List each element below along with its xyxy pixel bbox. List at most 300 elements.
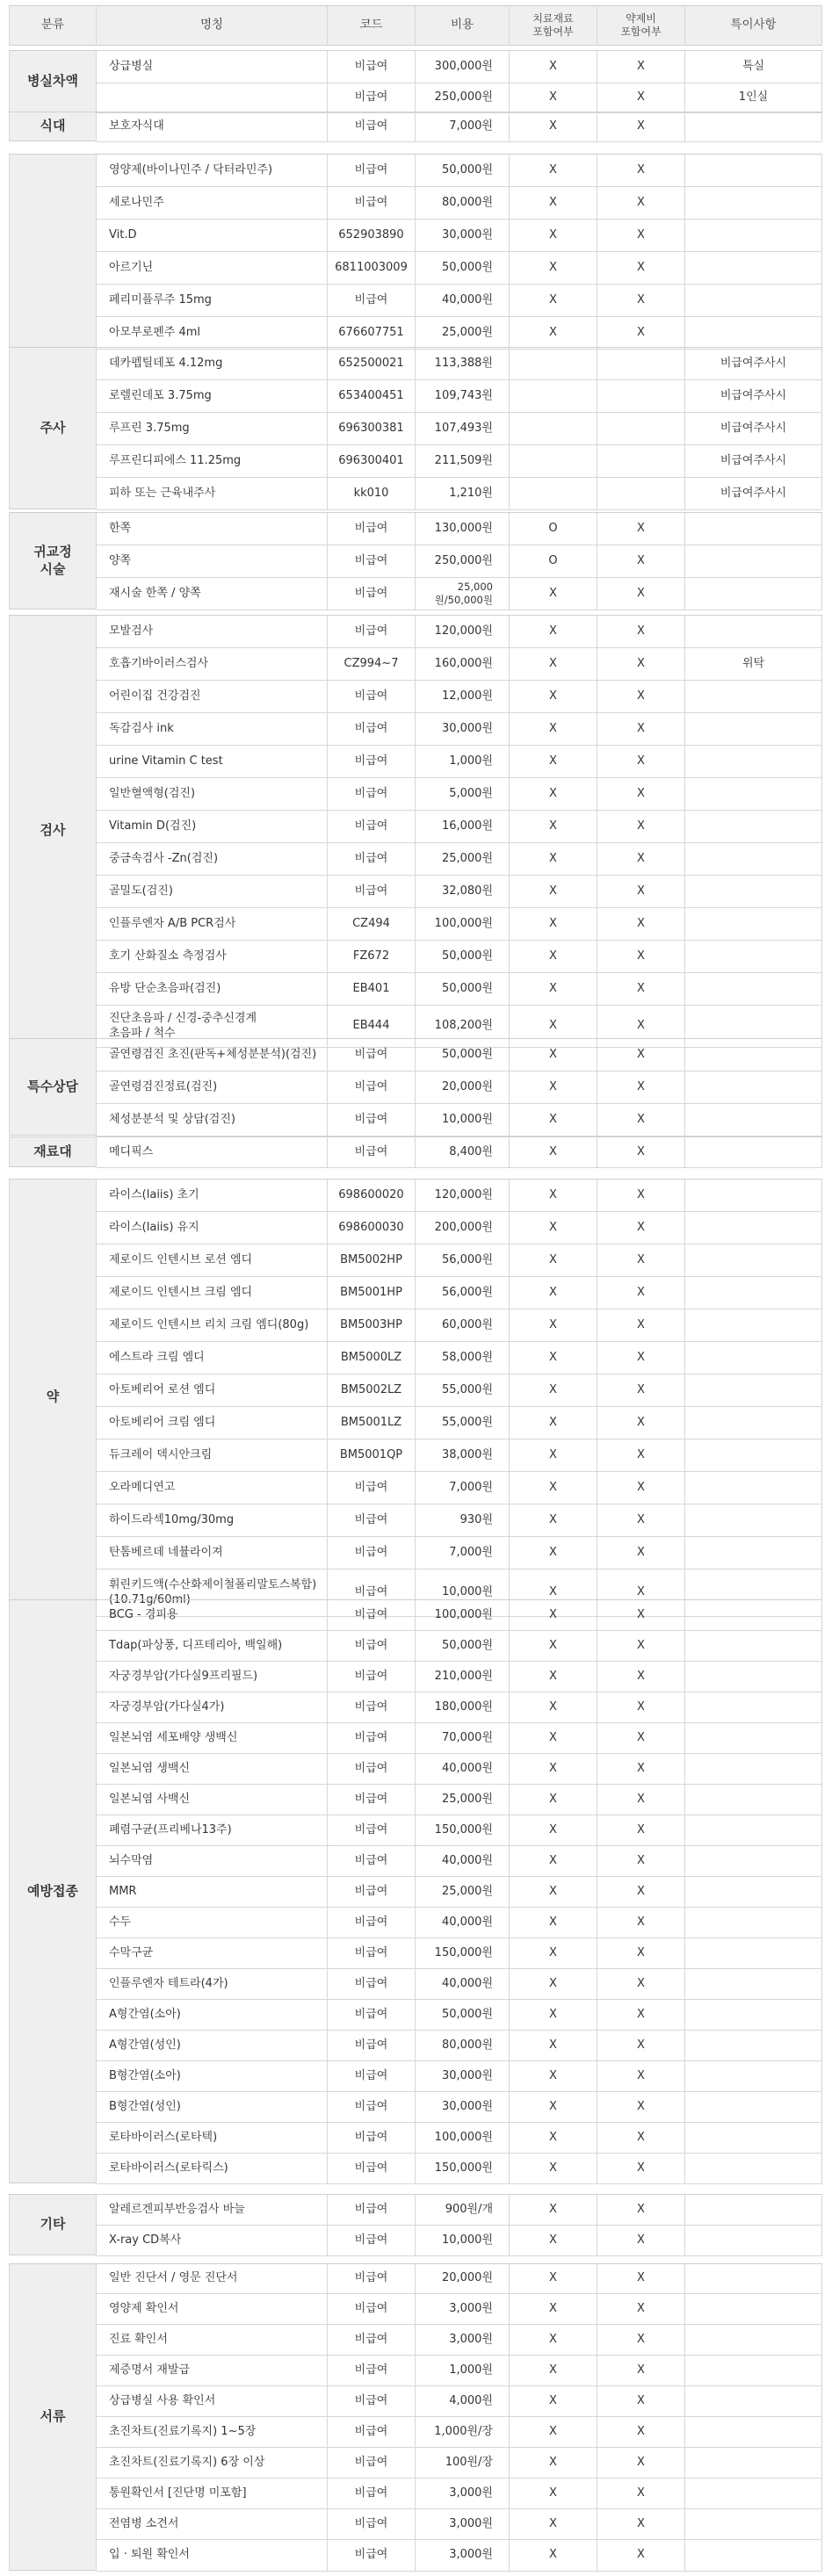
- cell-drug: X: [597, 1908, 685, 1938]
- cell-name: 오라메디연고: [97, 1472, 328, 1504]
- cell-name: MMR: [97, 1877, 328, 1908]
- table-row: [9, 2000, 822, 2031]
- cell-code: CZ994~7: [328, 648, 416, 681]
- cell-drug: X: [597, 1537, 685, 1569]
- table-row: [9, 1969, 822, 2000]
- cell-cost: 1,000원: [416, 746, 510, 778]
- cell-cost: 40,000원: [416, 1846, 510, 1877]
- cell-note: [685, 2092, 822, 2123]
- cell-drug: X: [597, 1785, 685, 1815]
- cell-drug: X: [597, 1342, 685, 1375]
- cell-name: Tdap(파상풍, 디프테리아, 백일해): [97, 1631, 328, 1662]
- section-category: 식대: [9, 112, 97, 141]
- cell-code: BM5002LZ: [328, 1375, 416, 1407]
- cell-material: X: [510, 220, 597, 252]
- cell-name: 일본뇌염 생백신: [97, 1754, 328, 1785]
- cell-note: [685, 1212, 822, 1245]
- table-row: [9, 2540, 822, 2572]
- cell-code: 비급여: [328, 2031, 416, 2061]
- cell-cost: 80,000원: [416, 2031, 510, 2061]
- cell-code: 비급여: [328, 1815, 416, 1846]
- table-row: [9, 1600, 822, 1631]
- cell-name: 재시술 한쪽 / 양쪽: [97, 578, 328, 610]
- table-row: [9, 285, 822, 317]
- cell-code: 비급여: [328, 545, 416, 578]
- cell-name: 골연령검진 초진(판독+체성분분석)(검진): [97, 1039, 328, 1072]
- cell-material: [510, 380, 597, 413]
- cell-material: X: [510, 1600, 597, 1631]
- cell-note: [685, 545, 822, 578]
- cell-drug: X: [597, 2540, 685, 2572]
- cell-cost: 8,400원: [416, 1137, 510, 1168]
- cell-code: 비급여: [328, 2479, 416, 2509]
- cell-code: 비급여: [328, 2356, 416, 2386]
- cell-material: X: [510, 1504, 597, 1537]
- table-section: [9, 1179, 822, 1616]
- cell-material: [510, 413, 597, 445]
- cell-code: 비급여: [328, 1969, 416, 2000]
- cell-note: [685, 1407, 822, 1440]
- cell-name: 수막구균: [97, 1938, 328, 1969]
- cell-cost: 160,000원: [416, 648, 510, 681]
- table-header: [9, 5, 822, 46]
- cell-cost: 56,000원: [416, 1277, 510, 1310]
- table-row: [9, 1039, 822, 1072]
- cell-note: [685, 1137, 822, 1168]
- cell-cost: 100,000원: [416, 1600, 510, 1631]
- cell-code: FZ672: [328, 941, 416, 973]
- cell-cost: 4,000원: [416, 2386, 510, 2417]
- cell-material: X: [510, 811, 597, 843]
- cell-cost: 180,000원: [416, 1692, 510, 1723]
- cell-cost: 50,000원: [416, 155, 510, 187]
- cell-note: 비급여주사시: [685, 348, 822, 380]
- cell-name: 독감검사 ink: [97, 713, 328, 746]
- cell-material: X: [510, 2540, 597, 2572]
- cell-drug: X: [597, 681, 685, 713]
- cell-drug: X: [597, 1723, 685, 1754]
- cell-name: 양쪽: [97, 545, 328, 578]
- table-row: [9, 973, 822, 1006]
- header-drug: 약제비 포함여부: [597, 5, 685, 46]
- cell-note: [685, 1877, 822, 1908]
- table-section: [9, 1599, 822, 2183]
- cell-material: X: [510, 941, 597, 973]
- cell-code: 비급여: [328, 2448, 416, 2479]
- cell-name: 영양제(바이나민주 / 닥터라민주): [97, 155, 328, 187]
- cell-note: [685, 713, 822, 746]
- cell-code: 698600020: [328, 1180, 416, 1212]
- cell-note: [685, 220, 822, 252]
- cell-cost: 130,000원: [416, 513, 510, 545]
- cell-drug: X: [597, 317, 685, 350]
- cell-code: 비급여: [328, 1631, 416, 1662]
- cell-name: 골밀도(검진): [97, 876, 328, 908]
- cell-drug: X: [597, 1180, 685, 1212]
- cell-drug: X: [597, 908, 685, 941]
- section-category: 귀교정 시술: [9, 513, 97, 610]
- cell-material: X: [510, 1137, 597, 1168]
- table-row: [9, 578, 822, 610]
- cell-name: 입 · 퇴원 확인서: [97, 2540, 328, 2572]
- cell-material: X: [510, 83, 597, 113]
- cell-drug: X: [597, 252, 685, 285]
- table-row: [9, 2154, 822, 2184]
- table-row: [9, 478, 822, 510]
- cell-note: [685, 1180, 822, 1212]
- cell-drug: X: [597, 843, 685, 876]
- table-row: [9, 1754, 822, 1785]
- cell-material: X: [510, 2264, 597, 2294]
- cell-note: [685, 2195, 822, 2226]
- cell-code: EB444: [328, 1006, 416, 1048]
- cell-material: X: [510, 876, 597, 908]
- cell-material: X: [510, 973, 597, 1006]
- cell-drug: X: [597, 1504, 685, 1537]
- section-category: 병실차액: [9, 51, 97, 112]
- cell-material: X: [510, 1104, 597, 1136]
- cell-code: 비급여: [328, 811, 416, 843]
- cell-drug: [597, 380, 685, 413]
- cell-code: 비급여: [328, 1785, 416, 1815]
- cell-code: 비급여: [328, 1723, 416, 1754]
- cell-note: [685, 1342, 822, 1375]
- cell-note: [685, 1754, 822, 1785]
- table-row: [9, 1137, 822, 1168]
- cell-note: 비급여주사시: [685, 380, 822, 413]
- cell-code: kk010: [328, 478, 416, 510]
- cell-cost: 25,000원: [416, 1877, 510, 1908]
- cell-name: 로렐린데포 3.75mg: [97, 380, 328, 413]
- cell-drug: X: [597, 1472, 685, 1504]
- cell-cost: 38,000원: [416, 1440, 510, 1472]
- cell-drug: X: [597, 2356, 685, 2386]
- cell-drug: X: [597, 1137, 685, 1168]
- cell-name: 피하 또는 근육내주사: [97, 478, 328, 510]
- cell-code: 비급여: [328, 876, 416, 908]
- cell-material: X: [510, 1815, 597, 1846]
- cell-drug: X: [597, 1006, 685, 1048]
- cell-note: [685, 317, 822, 350]
- cell-cost: 25,000원/50,000원: [416, 578, 510, 610]
- cell-material: X: [510, 2417, 597, 2448]
- table-section: [9, 154, 822, 349]
- cell-drug: X: [597, 2123, 685, 2154]
- section-category: 주사: [9, 348, 97, 509]
- cell-cost: 55,000원: [416, 1407, 510, 1440]
- cell-drug: [597, 478, 685, 510]
- table-row: [9, 616, 822, 648]
- cell-name: B형간염(성인): [97, 2092, 328, 2123]
- cell-name: 폐렴구균(프리베나13주): [97, 1815, 328, 1846]
- cell-code: 비급여: [328, 187, 416, 220]
- cell-name: 에스트라 크림 엠디: [97, 1342, 328, 1375]
- cell-drug: X: [597, 1440, 685, 1472]
- header-name: 명칭: [97, 5, 328, 46]
- cell-code: 비급여: [328, 1908, 416, 1938]
- table-row: [9, 2031, 822, 2061]
- cell-name: 인플루엔자 테트라(4가): [97, 1969, 328, 2000]
- cell-name: 통원확인서 [진단명 미포함]: [97, 2479, 328, 2509]
- cell-drug: X: [597, 2264, 685, 2294]
- cell-name: B형간염(소아): [97, 2061, 328, 2092]
- table-row: [9, 252, 822, 285]
- cell-name: 탄톰베르데 네뷸라이져: [97, 1537, 328, 1569]
- cell-cost: 100,000원: [416, 908, 510, 941]
- section-category: 재료대: [9, 1137, 97, 1167]
- cell-material: X: [510, 908, 597, 941]
- cell-code: BM5001QP: [328, 1440, 416, 1472]
- cell-note: [685, 746, 822, 778]
- cell-code: 비급여: [328, 2195, 416, 2226]
- cell-drug: X: [597, 1631, 685, 1662]
- table-row: [9, 1245, 822, 1277]
- cell-cost: 55,000원: [416, 1375, 510, 1407]
- cell-material: X: [510, 1310, 597, 1342]
- table-row: [9, 1723, 822, 1754]
- cell-material: X: [510, 1440, 597, 1472]
- table-row: [9, 112, 822, 142]
- cell-drug: X: [597, 187, 685, 220]
- cell-material: X: [510, 2294, 597, 2325]
- cell-cost: 10,000원: [416, 1104, 510, 1136]
- table-row: [9, 1277, 822, 1310]
- cell-name: 진단초음파 / 신경-중추신경계 초음파 / 척수: [97, 1006, 328, 1048]
- cell-note: [685, 941, 822, 973]
- cell-code: BM5003HP: [328, 1310, 416, 1342]
- cell-code: 비급여: [328, 2540, 416, 2572]
- table-row: [9, 713, 822, 746]
- cell-name: 페리미플루주 15mg: [97, 285, 328, 317]
- cell-drug: [597, 413, 685, 445]
- cell-code: 비급여: [328, 1846, 416, 1877]
- cell-drug: [597, 348, 685, 380]
- cell-cost: 7,000원: [416, 1472, 510, 1504]
- cell-drug: X: [597, 1310, 685, 1342]
- cell-code: BM5001HP: [328, 1277, 416, 1310]
- table-row: [9, 1537, 822, 1569]
- cell-cost: 5,000원: [416, 778, 510, 811]
- cell-note: [685, 1908, 822, 1938]
- cell-note: [685, 1440, 822, 1472]
- cell-drug: X: [597, 941, 685, 973]
- table-row: [9, 1375, 822, 1407]
- cell-note: 특실: [685, 51, 822, 83]
- table-row: [9, 1212, 822, 1245]
- header-note: 특이사항: [685, 5, 822, 46]
- cell-note: [685, 112, 822, 142]
- cell-material: X: [510, 1245, 597, 1277]
- cell-code: 비급여: [328, 1569, 416, 1617]
- table-section: [9, 615, 822, 1047]
- cell-code: 비급여: [328, 616, 416, 648]
- cell-name: 일본뇌염 사백신: [97, 1785, 328, 1815]
- cell-note: [685, 2031, 822, 2061]
- cell-note: [685, 2509, 822, 2540]
- table-row: [9, 2479, 822, 2509]
- cell-name: 영양제 확인서: [97, 2294, 328, 2325]
- cell-code: 비급여: [328, 2386, 416, 2417]
- cell-name: 세로나민주: [97, 187, 328, 220]
- cell-name: 호흡기바이러스검사: [97, 648, 328, 681]
- cell-drug: X: [597, 220, 685, 252]
- table-row: [9, 1104, 822, 1136]
- cell-code: 비급여: [328, 1504, 416, 1537]
- cell-drug: X: [597, 973, 685, 1006]
- cell-material: X: [510, 2092, 597, 2123]
- table-row: [9, 545, 822, 578]
- cell-material: X: [510, 1342, 597, 1375]
- cell-code: 비급여: [328, 1039, 416, 1072]
- cell-material: O: [510, 545, 597, 578]
- section-category: 검사: [9, 616, 97, 1047]
- table-row: [9, 2294, 822, 2325]
- cell-material: X: [510, 1375, 597, 1407]
- cell-material: X: [510, 1407, 597, 1440]
- cell-drug: X: [597, 1039, 685, 1072]
- cell-material: X: [510, 1662, 597, 1692]
- cell-name: 자궁경부암(가다실9프리필드): [97, 1662, 328, 1692]
- cell-name: 듀크레이 덱시안크림: [97, 1440, 328, 1472]
- cell-name: 모발검사: [97, 616, 328, 648]
- cell-name: 휘린키드액(수산화제이철폴리말토스복합) (10.71g/60ml): [97, 1569, 328, 1617]
- cell-material: X: [510, 616, 597, 648]
- cell-note: [685, 1277, 822, 1310]
- cell-name: 제로이드 인텐시브 리치 크림 엠디(80g): [97, 1310, 328, 1342]
- cell-cost: 40,000원: [416, 1908, 510, 1938]
- cell-name: 체성분분석 및 상담(검진): [97, 1104, 328, 1136]
- cell-name: 라이스(laiis) 초기: [97, 1180, 328, 1212]
- table-row: [9, 1877, 822, 1908]
- table-row: [9, 778, 822, 811]
- table-row: [9, 155, 822, 187]
- cell-code: 비급여: [328, 51, 416, 83]
- cell-name: Vit.D: [97, 220, 328, 252]
- header-category: 분류: [9, 5, 97, 46]
- cell-cost: 25,000원: [416, 317, 510, 350]
- cell-material: X: [510, 1938, 597, 1969]
- table-row: [9, 83, 822, 113]
- cell-drug: X: [597, 1969, 685, 2000]
- header-cost: 비용: [416, 5, 510, 46]
- cell-cost: 250,000원: [416, 83, 510, 113]
- cell-name: 아토베리어 로션 엠디: [97, 1375, 328, 1407]
- cell-material: X: [510, 252, 597, 285]
- table-section: [9, 1136, 822, 1167]
- cell-drug: X: [597, 2509, 685, 2540]
- cell-drug: X: [597, 1212, 685, 1245]
- cell-material: X: [510, 2325, 597, 2356]
- table-row: [9, 1407, 822, 1440]
- cell-cost: 25,000원: [416, 843, 510, 876]
- cell-drug: X: [597, 1754, 685, 1785]
- cell-name: 로타바이러스(로타릭스): [97, 2154, 328, 2184]
- cell-drug: X: [597, 2031, 685, 2061]
- cell-name: 한쪽: [97, 513, 328, 545]
- cell-note: [685, 1692, 822, 1723]
- cell-name: 아토베리어 크림 엠디: [97, 1407, 328, 1440]
- cell-material: X: [510, 2226, 597, 2256]
- cell-drug: X: [597, 112, 685, 142]
- cell-cost: 7,000원: [416, 1537, 510, 1569]
- cell-drug: X: [597, 1104, 685, 1136]
- cell-drug: X: [597, 876, 685, 908]
- cell-material: X: [510, 2154, 597, 2184]
- cell-material: X: [510, 112, 597, 142]
- table-section: [9, 2194, 822, 2255]
- table-row: [9, 1785, 822, 1815]
- cell-material: X: [510, 1846, 597, 1877]
- cell-cost: 300,000원: [416, 51, 510, 83]
- table-row: [9, 1342, 822, 1375]
- cell-code: 비급여: [328, 112, 416, 142]
- table-row: [9, 2386, 822, 2417]
- cell-note: [685, 2356, 822, 2386]
- cell-name: 초진차트(진료기록지) 6장 이상: [97, 2448, 328, 2479]
- cell-drug: X: [597, 545, 685, 578]
- cell-note: [685, 2417, 822, 2448]
- cell-note: [685, 1504, 822, 1537]
- cell-drug: X: [597, 746, 685, 778]
- cell-drug: X: [597, 83, 685, 113]
- cell-drug: X: [597, 713, 685, 746]
- cell-code: 비급여: [328, 2061, 416, 2092]
- cell-cost: 40,000원: [416, 1754, 510, 1785]
- cell-code: 비급여: [328, 681, 416, 713]
- cell-name: 로타바이러스(로타텍): [97, 2123, 328, 2154]
- cell-code: 비급여: [328, 83, 416, 113]
- cell-note: [685, 187, 822, 220]
- cell-code: 653400451: [328, 380, 416, 413]
- table-row: [9, 2509, 822, 2540]
- table-section: [9, 512, 822, 610]
- cell-code: EB401: [328, 973, 416, 1006]
- cell-note: [685, 285, 822, 317]
- cell-drug: X: [597, 2386, 685, 2417]
- cell-code: 비급여: [328, 2325, 416, 2356]
- table-row: [9, 2264, 822, 2294]
- cell-note: [685, 2226, 822, 2256]
- cell-name: Vitamin D(검진): [97, 811, 328, 843]
- cell-drug: X: [597, 1938, 685, 1969]
- table-row: [9, 2417, 822, 2448]
- cell-drug: X: [597, 1375, 685, 1407]
- cell-cost: 50,000원: [416, 973, 510, 1006]
- cell-material: X: [510, 1877, 597, 1908]
- cell-note: [685, 1662, 822, 1692]
- cell-cost: 900원/개: [416, 2195, 510, 2226]
- cell-drug: X: [597, 616, 685, 648]
- cell-material: X: [510, 681, 597, 713]
- cell-note: [685, 1600, 822, 1631]
- cell-code: 비급여: [328, 2417, 416, 2448]
- cell-code: 비급여: [328, 578, 416, 610]
- table-row: [9, 1631, 822, 1662]
- cell-cost: 16,000원: [416, 811, 510, 843]
- cell-material: X: [510, 1039, 597, 1072]
- cell-code: 비급여: [328, 1472, 416, 1504]
- cell-material: X: [510, 317, 597, 350]
- table-row: [9, 2356, 822, 2386]
- cell-cost: 3,000원: [416, 2540, 510, 2572]
- cell-material: X: [510, 2061, 597, 2092]
- table-row: [9, 348, 822, 380]
- section-category: 약: [9, 1180, 97, 1616]
- header-material: 치료재료 포함여부: [510, 5, 597, 46]
- cell-cost: 3,000원: [416, 2325, 510, 2356]
- cell-cost: 10,000원: [416, 1569, 510, 1617]
- cell-note: [685, 2123, 822, 2154]
